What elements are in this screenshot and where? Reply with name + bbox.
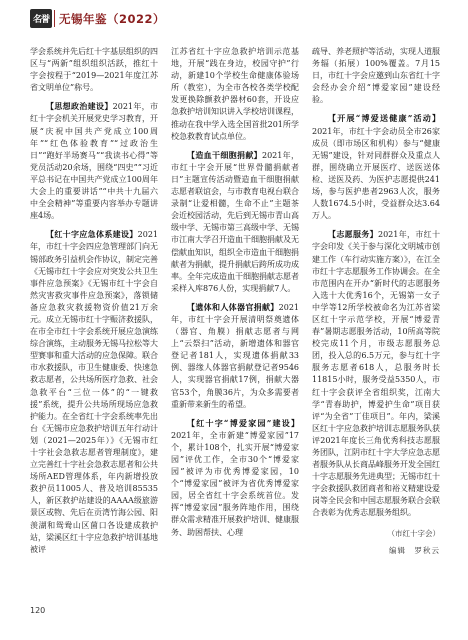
header-divider bbox=[54, 10, 55, 27]
paragraph bbox=[171, 46, 299, 143]
paragraph bbox=[312, 46, 440, 106]
paragraph-text: 2021年，市红十字会动员全市26家成员（即市场区和机构）参与“健康无锡”建设，针对同群群众及重点人群，围绕确立开展医疗、送医送体检、送医及药、为医护志愿提供241场，参与医护患者2963人次，服务人数1674.5小时，受益群众达3.64万人。 bbox=[312, 126, 440, 221]
paragraph-text: 江苏省红十字应急救护培训示范基地，开展“践在身边，校园守护”行动，新建10个学校生命健康体验场所（教室），为全市各校各类学校配发更换除颤救护器材60套，开设应急救护培训知识讲入学校培训课程，推动在我中学入选全国首批201所学校急救教育试点单位。 bbox=[171, 47, 299, 141]
paragraph-text: 2021年，市红十字会四应急管理部门向无锡部政务引益机会作协议，制定完善《无锡市红十字会应对突发公共卫生事件应急预案》《无锡市红十字会自然灾害救灾事件应急预案》，落锁储备应急救灾救援物资价值21万余元。成立无锡市红十字赈济救援队，在市全市红十字会系统开展应急演练综合演练，主动服务无锡马拉松等大型赛事和重大活动的应急保障。联合市水救援队，市卫生健康委、快速急救志愿者，公共场所医疗急救、社会急救平台“三位一体”的“一键救援”系统，提升公共场所现场应急救护能力。在全省红十字会系统率先出台《无锡市应急救护培训五年行动计划（2021—2025年）》《无锡市红十字社会急救志愿者管理制度》，建立完善红十字社会急救志愿者和公共场所AED管理体系，年内新增投放救护员11005人、普及培训85535人，新区救护站建设的AAAA级旅游景区或物、先后在贡湾竹海公园、阳羡湖和鸳鸯山区菌口各设建成救护站，梁溪区红十字应急救护培训基地被评 bbox=[30, 230, 158, 554]
yearbook-logo: 名誉 bbox=[30, 9, 52, 28]
editor-credit: 编辑 罗秋云 bbox=[389, 545, 440, 555]
paragraph-text: 2021年，市红十字会开展清明祭奠遗体（器官、角膜）捐献志愿者与网上“云祭扫”活动，新增遗体和器官登记者181人，实现遗体捐献33例、器缘人体器官捐献登记者9546人，实现器官捐献17例，捐献大器官53个，角膜36片，为众多需要者重新带来新生的希望。 bbox=[171, 302, 299, 409]
text-column-2 bbox=[171, 46, 299, 586]
paragraph-text: 2021年，市红十字会印发《关于参与深化文明城市创建工作（车行动实施方案）》，在江全市红十字志愿服务工作协调会。在全市范围内在开办“新时代的志愿服务入选十大优秀16个，无锡第一女子中学等12所学校被命名为江苏省梁区红十字示范学校，开展“博爱青春”暑期志愿服务活动，10所高等院校完成11个月，市级志愿服务总团，投入总的6.5万元，参与红十字服务志愿者618人，总服务时长11815小时，服务受益5350人，市红十字会获评全省组织奖，江南大学“青春助护，博爱护生命”项目获评“为全省”丁佳项目”。年内，梁溪区红十字应急救护培训志愿服务队获评2021年度长三角优秀科技志愿服务团队，江阴市红十字大学应急志愿者服务队从长商品峰服务开发全国红十字志愿服务先进典型；无锡市红十字会救援队救团商者和裕义精建设爱岗等全民会和中国志愿服务联合会联合表彰为优秀志愿服务组织。 bbox=[312, 230, 440, 518]
source-note: （市红十字会） bbox=[387, 528, 440, 538]
section-heading: 【红十字“博爱家园”建设】 bbox=[187, 417, 299, 428]
section-heading: 【志愿服务】 bbox=[328, 229, 378, 240]
paragraph-text: 2021年，市红十字会开展“世界骨髓捐献者日”主题宣传活动暨造血干细胞捐献志愿者联谊会，与市教育电视台联合录制“让爱相髓，生命不止”主题茶会近校园活动，先后到无锡市青山高级中学、无锡市第三高级中学、无锡市江南大学召开造血干细胞捐献及无偿献血知识，组织全市造血干细胞捐献者为捐献，提升捐献后跨所成功成率。全年完成造血干细胞捐献志愿者采样入库876人份，实现捐献7人。 bbox=[171, 150, 299, 293]
paragraph bbox=[30, 46, 158, 94]
paragraph-text: 学会系统并先后红十字基层组织的四区与“两新”组织组织活跃，推红十字会按程于“2019—2021年度江苏省文明单位”称号。 bbox=[30, 47, 158, 93]
page-number: 120 bbox=[30, 606, 46, 615]
header-title: 无锡年鉴（2022） bbox=[59, 12, 166, 26]
paragraph bbox=[171, 149, 299, 295]
paragraph-text: 2021年，全市新建“博爱家园”17个，累计108个，扎实开展“博爱家园”评优工作，全市30个“博爱家园”被评为市优秀博爱家园，10个“博爱家园”被评为省优秀博爱家园，居全省红十字会系统首位。发挥“博爱家园”服务阵地作用，围绕群众需求精准开展救护培训、健康服务、助困帮扶、心理 bbox=[171, 430, 299, 537]
text-column-3 bbox=[312, 46, 440, 586]
paragraph bbox=[171, 417, 299, 539]
page-header bbox=[0, 0, 468, 40]
text-column-1 bbox=[30, 46, 158, 586]
paragraph bbox=[30, 100, 158, 222]
paragraph-text: 2021年，市红十字会机关开展党史学习教育，开展“庆祝中国共产党成立100周年”“红色体验教育”“过政治生日”“跑好半场赛马”“我读书心得”等党员活动20余场，围绕“四史”“习近平总书记在中国共产党成立100周年大会上的重要讲话”“中共十九届六中全会精神”等重要内容举办专题讲座4场。 bbox=[30, 102, 158, 221]
section-heading: 【造血干细胞捐献】 bbox=[187, 149, 262, 160]
paragraph bbox=[171, 301, 299, 411]
paragraph-text: 疏导、养老照护等活动，实现人道服务辐（拓展）100%覆盖。7月15日，市红十字会应邀到山东省红十字会经办会介绍“博爱家园”建设经验。 bbox=[312, 47, 440, 105]
section-heading: 【思想政治建设】 bbox=[46, 101, 113, 112]
paragraph bbox=[30, 228, 158, 556]
paragraph bbox=[312, 112, 440, 222]
paragraph bbox=[312, 228, 440, 519]
section-heading: 【红十字应急体系建设】 bbox=[46, 229, 138, 240]
section-heading: 【开展“博爱送健康”活动】 bbox=[328, 113, 440, 124]
section-heading: 【遗体和人体器官捐献】 bbox=[187, 301, 279, 312]
article-body bbox=[30, 46, 440, 586]
